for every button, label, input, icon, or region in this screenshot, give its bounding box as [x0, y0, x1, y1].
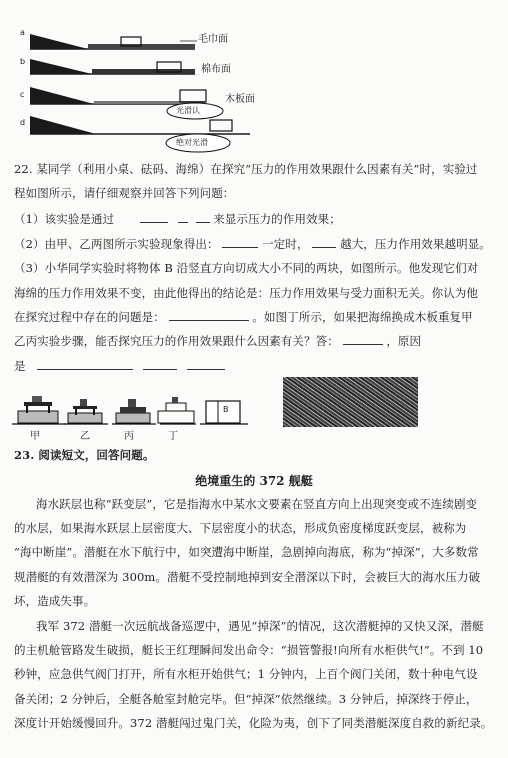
q22-part3-blank-c[interactable] — [37, 359, 133, 370]
q22-intro-text-1: 某同学（利用小桌、砝码、海绵）在探究“压力的作用效果跟什么因素有关”时，实验过 — [36, 162, 478, 176]
ramp-figures — [0, 0, 508, 160]
ramp-letter-c: c — [20, 90, 25, 99]
experiment-figures — [0, 383, 508, 443]
q22-part3-line2: 海绵的压力作用效果不变，由此他得出的结论是：压力作用效果与受力面积无关。你认为他 — [14, 286, 478, 300]
figure-bing — [112, 399, 156, 424]
ramp-bubble-2: 绝对光滑 — [176, 138, 208, 147]
q22-part1-blank-a[interactable] — [140, 212, 168, 223]
q22-part3-line5 — [14, 359, 225, 373]
q22-part3-line5-prefix: 是 — [14, 359, 26, 373]
ramp-row-b — [30, 59, 195, 74]
q22-number: 22. — [14, 162, 33, 176]
ramp-label-b: 棉布面 — [201, 64, 231, 75]
q22-part1-blank-b[interactable] — [178, 212, 188, 223]
ramp-row-a — [30, 34, 197, 49]
q22-part3-line4-prefix: 乙丙实验步骤，能否探究压力的作用效果跟什么因素有关？答： — [14, 334, 339, 348]
q23-number: 23. — [14, 448, 35, 462]
q22-part2-mid: 一定时， — [262, 237, 309, 251]
experiment-diagram — [0, 383, 280, 443]
q22-part3-line1: （3）小华同学实验时将物体 B 沿竖直方向切成大小不同的两块，如图所示。他发现它们对 — [14, 261, 479, 275]
q22-part2 — [14, 237, 491, 251]
ramp-row-d — [30, 116, 250, 152]
q22-part3-blank-b[interactable] — [343, 334, 383, 345]
q22-part3-blank-e[interactable] — [187, 359, 225, 370]
figure-label-bing: 丙 — [124, 431, 134, 442]
figure-jia — [12, 396, 66, 424]
passage-p2-l5: 深度计开始缓慢回升。372 潜艇闯过鬼门关，化险为夷，创下了同类潜艇深度自救的新纪录。 — [14, 716, 493, 730]
figure-yi — [64, 399, 108, 424]
figure-label-ding: 丁 — [168, 431, 178, 442]
q22-intro-2: 程如图所示，请仔细观察并回答下列问题： — [14, 186, 235, 200]
q22-intro-1 — [14, 162, 478, 176]
q22-part3-line3 — [14, 310, 473, 324]
q22-part1 — [14, 212, 341, 226]
ramp-bubble-1: 光滑认 — [176, 106, 200, 115]
figure-block-letter: B — [223, 405, 229, 414]
passage-p1-l4: 规潜艇的有效潜深为 300m。潜艇不受控制地掉到安全潜深以下时，会被巨大的海水压力破 — [14, 570, 481, 584]
ramp-label-c: 木板面 — [225, 94, 255, 105]
q22-part3-line4-suffix: ，原因 — [386, 334, 422, 348]
q22-part3-blank-a[interactable] — [169, 310, 249, 321]
q22-part2-prefix: （2）由甲、乙两图所示实验现象得出： — [14, 237, 219, 251]
passage-p1-l3: “海中断崖”。潜艇在水下航行中，如突遭海中断崖，急剧掉向海底，称为“掉深”，大多数常 — [14, 545, 479, 559]
passage-p1-l2: 的水层，如果海水跃层上层密度大、下层密度小的状态，形成负密度梯度跃变层，被称为 — [14, 521, 467, 535]
ramp-letter-d: d — [20, 118, 26, 127]
passage-p2-l4: 备关闭；2 分钟后，全艇各舱室封舱完毕。但“掉深”依然继续。3 分钟后，掉深终于停止， — [14, 692, 478, 706]
ramp-letter-b: b — [20, 57, 26, 66]
passage-title: 绝境重生的 372 舰艇 — [195, 474, 313, 488]
q22-part1-blank-c[interactable] — [196, 212, 210, 223]
ramp-label-a: 毛巾面 — [198, 34, 228, 45]
q22-part1-suffix: 来显示压力的作用效果； — [213, 212, 341, 226]
q22-part3-blank-d[interactable] — [143, 359, 177, 370]
passage-p1-l5: 坏，造成失事。 — [14, 594, 96, 608]
q23-header — [14, 448, 154, 462]
figure-label-jia: 甲 — [30, 431, 40, 442]
passage-p2-l3: 秒钟，应急供气阀门打开，所有水柜开始供气；1 分钟内，上百个阀门关闭，数十种电气设 — [14, 667, 478, 681]
ramp-diagram — [0, 0, 508, 160]
q22-part1-prefix: （1）该实验是通过 — [14, 212, 115, 226]
q22-part2-blank-a[interactable] — [222, 237, 258, 248]
q22-part3-line3-suffix: 。如图丁所示，如果把海绵换成木板重复甲 — [252, 310, 473, 324]
ramp-letter-a: a — [20, 28, 25, 37]
q22-part3-line3-prefix: 在探究过程中存在的问题是： — [14, 310, 165, 324]
q22-part2-suffix: 越大，压力作用效果越明显。 — [340, 237, 491, 251]
passage-p1-l1: 海水跃层也称“跃变层”，它是指海水中某水文要素在竖直方向上出现突变或不连续剧变 — [36, 497, 478, 511]
figure-ding — [158, 397, 196, 424]
q22-part2-blank-b[interactable] — [312, 237, 336, 248]
figure-label-yi: 乙 — [80, 431, 90, 442]
sponge-photo — [283, 377, 418, 427]
passage-p2-l2: 的主机舱管路发生破损，艇长王红理瞬间发出命令：“损管警报!向所有水柜供气!”。不到 10 — [14, 643, 484, 657]
q22-part3-line4 — [14, 334, 421, 348]
q23-instruction: 阅读短文，回答问题。 — [38, 448, 155, 462]
passage-p2-l1: 我军 372 潜艇一次远航战备巡逻中，遇见“掉深”的情况，这次潜艇掉的又快又深，潜艇 — [36, 619, 484, 633]
